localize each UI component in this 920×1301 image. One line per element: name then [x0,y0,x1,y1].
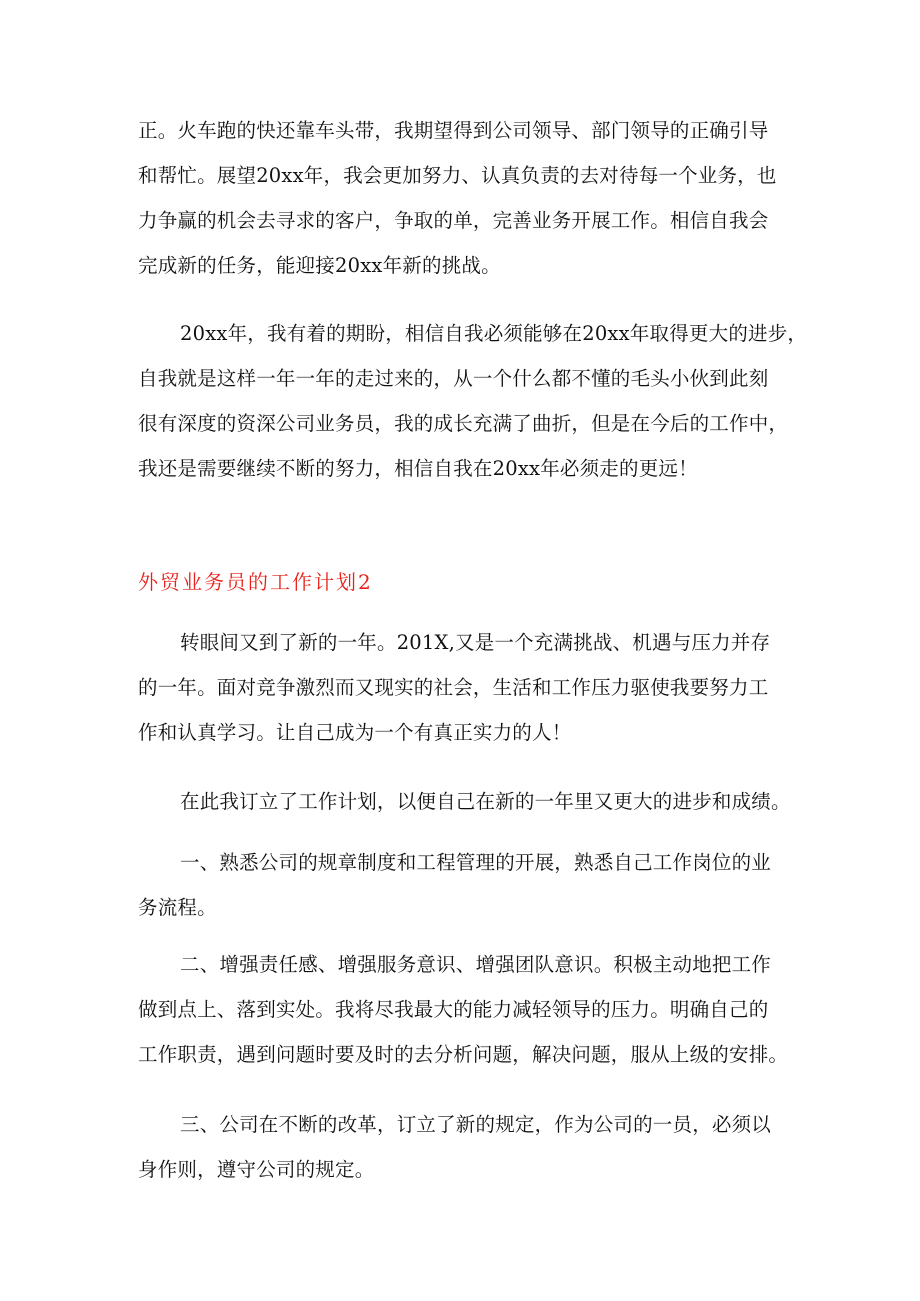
text-line: 在此我订立了工作计划，以便自己在新的一年里又更大的进步和成绩。 [180,790,791,813]
section-heading: 外贸业务员的工作计划2 [138,570,373,594]
paragraph-plan-statement [138,779,798,824]
text-line: 工作职责，遇到问题时要及时的去分析问题，解决问题，服从上级的安排。 [138,1043,789,1066]
text-line: 务流程。 [138,896,217,919]
text-line: 正。火车跑的快还靠车头带，我期望得到公司领导、部门领导的正确引导 [138,119,769,142]
paragraph-continuation [138,108,798,288]
text-line: 的一年。面对竞争激烈而又现实的社会，生活和工作压力驱使我要努力工 [138,676,769,699]
paragraph-outlook [138,311,808,491]
text-line: 力争赢的机会去寻求的客户，争取的单，完善业务开展工作。相信自我会 [138,209,769,232]
text-line: 作和认真学习。让自己成为一个有真正实力的人！ [138,721,572,744]
text-line: 二、增强责任感、增强服务意识、增强团队意识。积极主动地把工作 [180,953,772,976]
paragraph-item-two [138,942,798,1077]
text-line: 自我就是这样一年一年的走过来的，从一个什么都不懂的毛头小伙到此刻 [138,367,769,390]
text-line: 三、公司在不断的改革，订立了新的规定，作为公司的一员，必须以 [180,1113,772,1136]
text-line: 转眼间又到了新的一年。201X,又是一个充满挑战、机遇与压力并存 [180,631,771,654]
text-line: 一、熟悉公司的规章制度和工程管理的开展，熟悉自己工作岗位的业 [180,851,772,874]
paragraph-item-one [138,840,798,930]
text-line: 完成新的任务，能迎接20xx年新的挑战。 [138,254,501,277]
text-line: 身作则，遵守公司的规定。 [138,1158,375,1181]
text-line: 做到点上、落到实处。我将尽我最大的能力减轻领导的压力。明确自己的 [138,998,769,1021]
text-line: 我还是需要继续不断的努力，相信自我在20xx年必须走的更远！ [138,457,698,480]
paragraph-intro [138,620,798,755]
paragraph-item-three [138,1102,798,1192]
text-line: 20xx年，我有着的期盼，相信自我必须能够在20xx年取得更大的进步， [180,322,808,345]
text-line: 很有深度的资深公司业务员，我的成长充满了曲折，但是在今后的工作中， [138,412,789,435]
text-line: 和帮忙。展望20xx年，我会更加努力、认真负责的去对待每一个业务，也 [138,164,777,187]
